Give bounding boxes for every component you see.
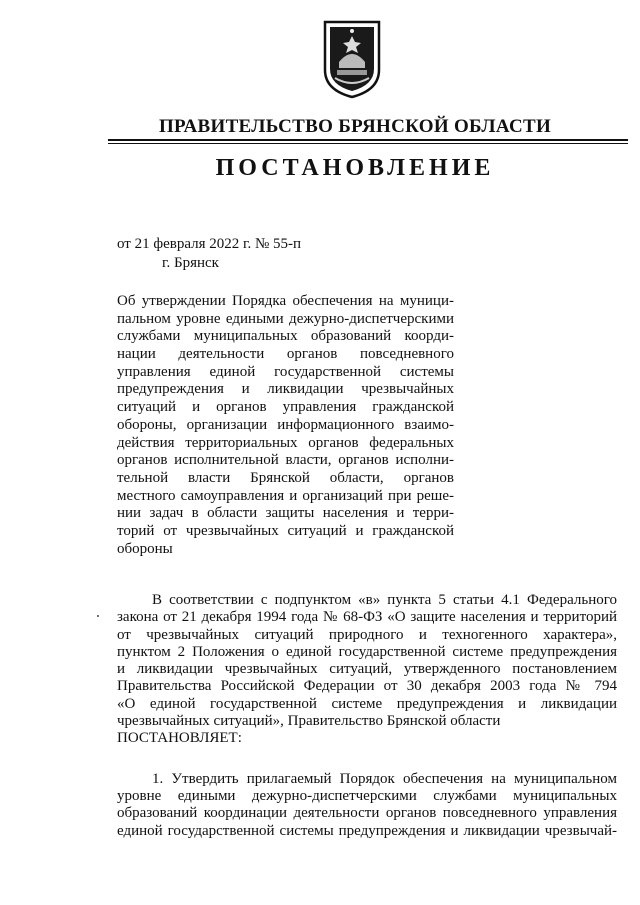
subject-line: управления единой государственной системы	[117, 363, 454, 380]
subject-line: ситуаций и органов управления гражданской	[117, 399, 454, 416]
document-city: г. Брянск	[162, 255, 219, 271]
resolution-keyword: ПОСТАНОВЛЯЕТ:	[117, 730, 242, 747]
subject-line: обороны, организации информационного взаимо-	[117, 416, 454, 433]
subject-line: органов исполнительной власти, органов исполни-	[117, 452, 454, 469]
subject-line: нации деятельности органов повседневного	[117, 346, 454, 363]
paragraph-gap	[117, 748, 617, 771]
document-subject	[117, 293, 454, 558]
subject-line: Об утверждении Порядка обеспечения на муници-	[117, 293, 454, 309]
preamble-line: пунктом 2 Положения о единой государственной системе предупреждения	[117, 643, 617, 660]
subject-line: торий от чрезвычайных ситуаций и гражданской	[117, 522, 454, 539]
item-1-paragraph	[117, 771, 617, 840]
preamble-line: «О единой государственной системе предупреждения и ликвидации	[117, 695, 617, 712]
item-line: образований координации деятельности органов повседневного управления	[117, 805, 617, 822]
subject-line: службами муниципальных образований коорди-	[117, 328, 454, 345]
document-date-number: от 21 февраля 2022 г. № 55-п	[117, 236, 302, 252]
subject-line: предупреждения и ликвидации чрезвычайных	[117, 381, 454, 398]
preamble-line: от чрезвычайных ситуаций природного и техногенного характера»,	[117, 626, 617, 643]
item-line: 1. Утвердить прилагаемый Порядок обеспечения на муниципальном	[152, 770, 617, 787]
document-type-title: ПОСТАНОВЛЕНИЕ	[215, 155, 495, 181]
subject-line: обороны	[117, 540, 173, 557]
subject-line: нии задач в области защиты населения и терри-	[117, 505, 454, 522]
preamble-line: чрезвычайных ситуаций», Правительство Брянской области	[117, 713, 501, 730]
header-rule-thin	[108, 143, 628, 144]
scan-speck	[97, 615, 99, 617]
preamble-paragraph	[117, 592, 617, 748]
preamble-line: и ликвидации чрезвычайных ситуаций, утвержденного постановлением	[117, 661, 617, 678]
preamble-line: закона от 21 декабря 1994 года № 68-ФЗ «О защите населения и территорий	[117, 609, 617, 626]
subject-line: тельной власти Брянской области, органов	[117, 469, 454, 486]
header-rule-thick	[108, 139, 628, 141]
preamble-line: Правительства Российской Федерации от 30 декабря 2003 года № 794	[117, 678, 617, 695]
subject-line: действия территориальных органов федеральных	[117, 434, 454, 451]
organization-title: ПРАВИТЕЛЬСТВО БРЯНСКОЙ ОБЛАСТИ	[158, 116, 552, 137]
item-line: уровне едиными дежурно-диспетчерскими службами муниципальных	[117, 787, 617, 804]
subject-line: местного самоуправления и организаций при реше-	[117, 487, 454, 504]
subject-line: пальном уровне едиными дежурно-диспетчерскими	[117, 310, 454, 327]
preamble-line: В соответствии с подпунктом «в» пункта 5 статьи 4.1 Федерального	[152, 592, 617, 608]
coat-of-arms-icon	[321, 18, 383, 100]
document-body	[117, 592, 617, 840]
item-line: единой государственной системы предупреждения и ликвидации чрезвычай-	[117, 822, 617, 839]
